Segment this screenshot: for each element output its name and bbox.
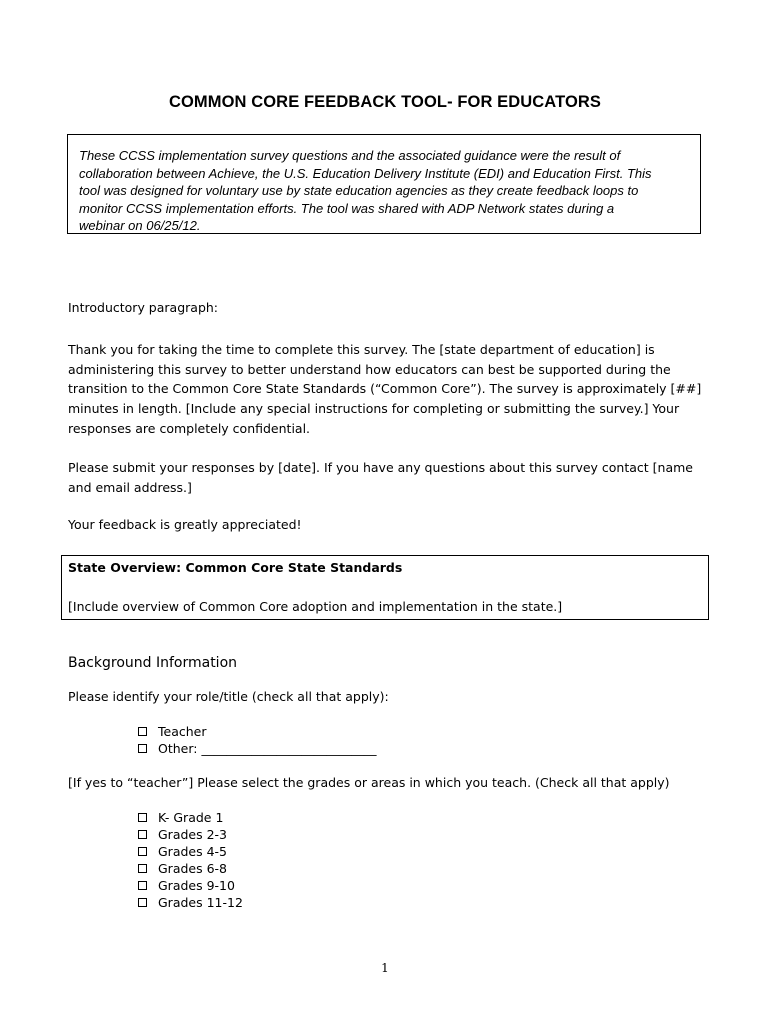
disclaimer-box bbox=[67, 134, 701, 234]
disclaimer-line: collaboration between Achieve, the U.S. Education Delivery Institute (EDI) and Education First. This bbox=[79, 165, 652, 181]
page-title: COMMON CORE FEEDBACK TOOL- FOR EDUCATORS bbox=[168, 93, 602, 111]
intro-paragraph bbox=[68, 340, 708, 439]
submit-line: Please submit your responses by [date]. If you have any questions about this survey contact [name bbox=[68, 460, 693, 475]
option-label: Teacher bbox=[158, 724, 207, 739]
disclaimer-line: tool was designed for voluntary use by state education agencies as they create feedback loops to bbox=[79, 183, 639, 199]
option-label: Grades 11-12 bbox=[158, 895, 243, 910]
checkbox[interactable] bbox=[138, 898, 147, 907]
option-label: Grades 2-3 bbox=[158, 827, 228, 842]
page-number: 1 bbox=[381, 961, 389, 975]
appreciation-text: Your feedback is greatly appreciated! bbox=[68, 517, 302, 532]
grade-option[interactable] bbox=[138, 860, 227, 877]
grade-option[interactable] bbox=[138, 809, 223, 826]
intro-line: transition to the Common Core State Standards (“Common Core”). The survey is approximately [##] bbox=[68, 381, 702, 397]
role-prompt: Please identify your role/title (check all that apply): bbox=[68, 689, 389, 704]
intro-line: Thank you for taking the time to complete this survey. The [state department of education] is bbox=[68, 342, 655, 357]
background-heading: Background Information bbox=[68, 655, 238, 671]
option-label: Grades 9-10 bbox=[158, 878, 235, 893]
intro-line: responses are completely confidential. bbox=[68, 420, 311, 436]
option-label: Grades 6-8 bbox=[158, 861, 228, 876]
intro-line: minutes in length. [Include any special instructions for completing or submitting the survey.] Your bbox=[68, 401, 680, 417]
checkbox[interactable] bbox=[138, 847, 147, 856]
state-overview-title: State Overview: Common Core State Standards bbox=[68, 560, 403, 575]
role-option-other[interactable] bbox=[138, 740, 376, 757]
submit-line: and email address.] bbox=[68, 479, 192, 495]
disclaimer-line: webinar on 06/25/12. bbox=[79, 218, 201, 234]
state-overview-body: [Include overview of Common Core adoption and implementation in the state.] bbox=[68, 599, 563, 614]
grades-prompt: [If yes to “teacher”] Please select the grades or areas in which you teach. (Check all that apply) bbox=[68, 775, 670, 790]
checkbox[interactable] bbox=[138, 830, 147, 839]
submit-paragraph bbox=[68, 458, 708, 497]
grade-option[interactable] bbox=[138, 843, 227, 860]
checkbox[interactable] bbox=[138, 813, 147, 822]
grade-option[interactable] bbox=[138, 894, 243, 911]
option-label: Other: ____________________________ bbox=[158, 741, 377, 756]
state-overview-box bbox=[61, 555, 709, 620]
intro-label: Introductory paragraph: bbox=[68, 300, 219, 315]
option-label: Grades 4-5 bbox=[158, 844, 228, 859]
disclaimer-line: monitor CCSS implementation efforts. The tool was shared with ADP Network states during a bbox=[79, 200, 615, 216]
disclaimer-line: These CCSS implementation survey questions and the associated guidance were the result of bbox=[79, 148, 621, 163]
checkbox[interactable] bbox=[138, 744, 147, 753]
grade-option[interactable] bbox=[138, 826, 227, 843]
checkbox[interactable] bbox=[138, 727, 147, 736]
intro-line: administering this survey to better understand how educators can best be supported during the bbox=[68, 361, 671, 377]
role-option-teacher[interactable] bbox=[138, 723, 207, 740]
checkbox[interactable] bbox=[138, 864, 147, 873]
option-label: K- Grade 1 bbox=[158, 810, 224, 825]
grade-option[interactable] bbox=[138, 877, 235, 894]
checkbox[interactable] bbox=[138, 881, 147, 890]
